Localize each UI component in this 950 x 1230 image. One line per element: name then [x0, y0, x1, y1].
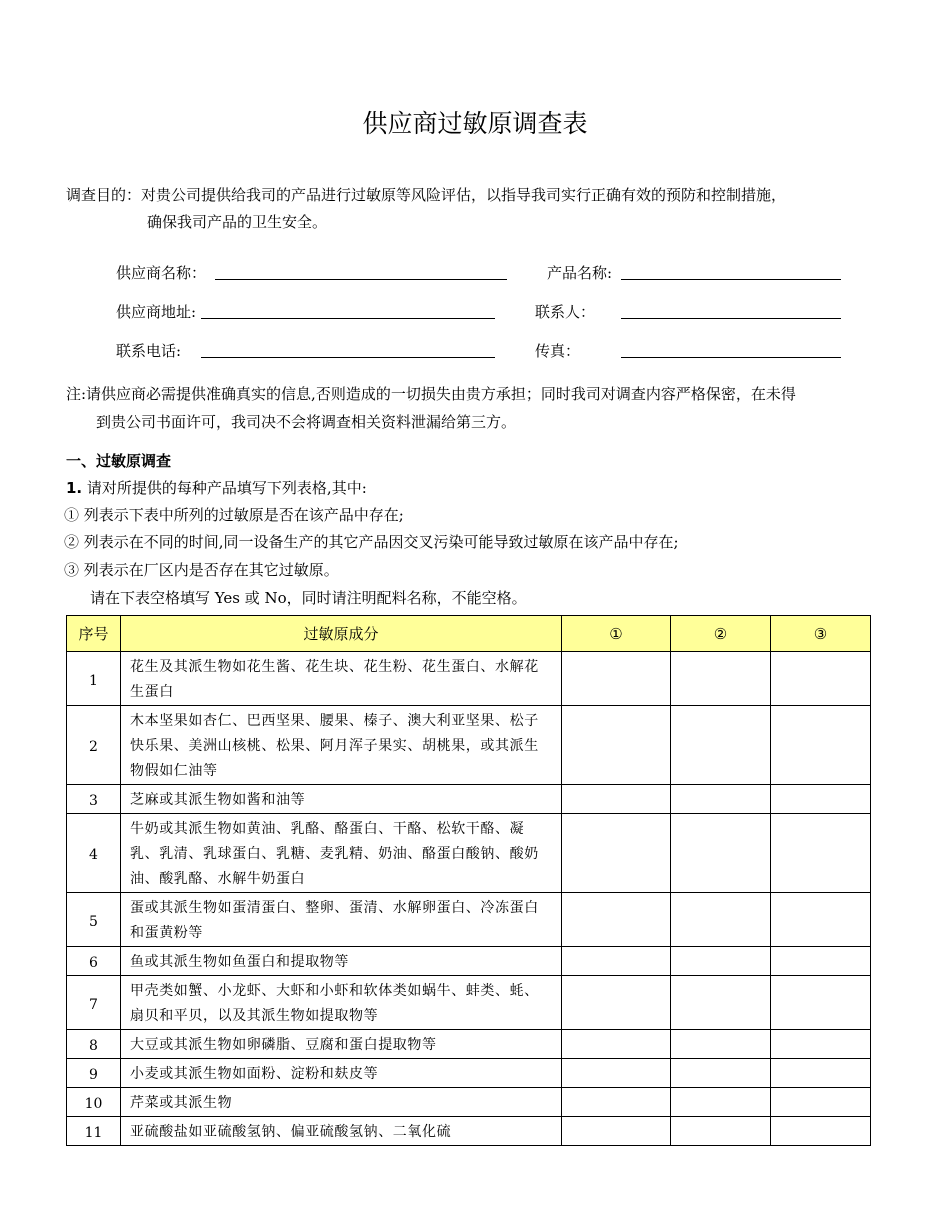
- allergen-description: 花生及其派生物如花生酱、花生块、花生粉、花生蛋白、水解花生蛋白: [121, 652, 562, 706]
- supplier-address-label: 供应商地址:: [116, 303, 197, 321]
- row-number: 9: [67, 1059, 121, 1088]
- phone-field[interactable]: [201, 357, 495, 358]
- table-row: [67, 893, 871, 947]
- note-line-1: 注:请供应商必需提供准确真实的信息,否则造成的一切损失由贵方承担；同时我司对调查内容严格保密，在未得: [66, 385, 796, 403]
- instruction-item-1: [66, 477, 367, 498]
- row-number: 6: [67, 947, 121, 976]
- allergen-description: 大豆或其派生物如卵磷脂、豆腐和蛋白提取物等: [121, 1030, 562, 1059]
- answer-cell-2[interactable]: [671, 1088, 771, 1117]
- answer-cell-3[interactable]: [771, 652, 871, 706]
- supplier-name-field[interactable]: [215, 279, 507, 280]
- bullet-3: ③ 列表示在厂区内是否存在其它过敏原。: [64, 561, 339, 579]
- answer-cell-2[interactable]: [671, 1117, 771, 1146]
- table-row: [67, 1088, 871, 1117]
- contact-person-field[interactable]: [621, 318, 841, 319]
- allergen-description: 小麦或其派生物如面粉、淀粉和麸皮等: [121, 1059, 562, 1088]
- product-name-label: 产品名称:: [547, 264, 613, 282]
- allergen-table: [66, 615, 871, 1146]
- row-number: 1: [67, 652, 121, 706]
- answer-cell-3[interactable]: [771, 947, 871, 976]
- supplier-name-label: 供应商名称：: [116, 264, 207, 282]
- answer-cell-1[interactable]: [562, 785, 671, 814]
- row-number: 11: [67, 1117, 121, 1146]
- answer-cell-2[interactable]: [671, 947, 771, 976]
- answer-cell-3[interactable]: [771, 706, 871, 785]
- allergen-description: 芝麻或其派生物如酱和油等: [121, 785, 562, 814]
- fax-label: 传真：: [535, 342, 581, 360]
- allergen-description: 牛奶或其派生物如黄油、乳酪、酪蛋白、干酪、松软干酪、凝乳、乳清、乳球蛋白、乳糖、麦乳精、奶油、酪蛋白酸钠、酸奶油、酸乳酪、水解牛奶蛋白: [121, 814, 562, 893]
- answer-cell-3[interactable]: [771, 1088, 871, 1117]
- row-number: 3: [67, 785, 121, 814]
- item-number: 1.: [66, 479, 83, 497]
- answer-cell-2[interactable]: [671, 785, 771, 814]
- table-row: [67, 1059, 871, 1088]
- answer-cell-3[interactable]: [771, 976, 871, 1030]
- header-serial: 序号: [67, 616, 121, 652]
- answer-cell-2[interactable]: [671, 1059, 771, 1088]
- answer-cell-2[interactable]: [671, 814, 771, 893]
- allergen-description: 木本坚果如杏仁、巴西坚果、腰果、榛子、澳大利亚坚果、松子快乐果、美洲山核桃、松果、阿月浑子果实、胡桃果，或其派生物假如仁油等: [121, 706, 562, 785]
- table-row: [67, 947, 871, 976]
- contact-person-label: 联系人：: [535, 303, 596, 321]
- answer-cell-1[interactable]: [562, 1117, 671, 1146]
- table-row: [67, 976, 871, 1030]
- answer-cell-3[interactable]: [771, 893, 871, 947]
- answer-cell-3[interactable]: [771, 1059, 871, 1088]
- answer-cell-1[interactable]: [562, 976, 671, 1030]
- table-instruction: 请在下表空格填写 Yes 或 No，同时请注明配料名称，不能空格。: [90, 589, 527, 607]
- answer-cell-3[interactable]: [771, 785, 871, 814]
- table-row: [67, 652, 871, 706]
- row-number: 5: [67, 893, 121, 947]
- header-allergen: 过敏原成分: [121, 616, 562, 652]
- allergen-description: 蛋或其派生物如蛋清蛋白、整卵、蛋清、水解卵蛋白、冷冻蛋白和蛋黄粉等: [121, 893, 562, 947]
- header-col-1: ①: [562, 616, 671, 652]
- purpose-line-2: 确保我司产品的卫生安全。: [147, 213, 328, 231]
- table-row: [67, 814, 871, 893]
- answer-cell-3[interactable]: [771, 1030, 871, 1059]
- answer-cell-1[interactable]: [562, 652, 671, 706]
- answer-cell-2[interactable]: [671, 652, 771, 706]
- table-row: [67, 1030, 871, 1059]
- allergen-description: 鱼或其派生物如鱼蛋白和提取物等: [121, 947, 562, 976]
- answer-cell-2[interactable]: [671, 1030, 771, 1059]
- table-row: [67, 706, 871, 785]
- table-row: [67, 785, 871, 814]
- bullet-2: ② 列表示在不同的时间,同一设备生产的其它产品因交叉污染可能导致过敏原在该产品中存在;: [64, 533, 679, 551]
- header-col-3: ③: [771, 616, 871, 652]
- purpose-line-1: 调查目的：对贵公司提供给我司的产品进行过敏原等风险评估，以指导我司实行正确有效的预防和控制措施，: [66, 186, 787, 204]
- product-name-field[interactable]: [621, 279, 841, 280]
- allergen-description: 芹菜或其派生物: [121, 1088, 562, 1117]
- note-line-2: 到贵公司书面许可，我司决不会将调查相关资料泄漏给第三方。: [96, 413, 517, 431]
- row-number: 8: [67, 1030, 121, 1059]
- fax-field[interactable]: [621, 357, 841, 358]
- answer-cell-2[interactable]: [671, 893, 771, 947]
- answer-cell-3[interactable]: [771, 814, 871, 893]
- answer-cell-2[interactable]: [671, 706, 771, 785]
- answer-cell-1[interactable]: [562, 947, 671, 976]
- row-number: 10: [67, 1088, 121, 1117]
- item-text: 请对所提供的每种产品填写下列表格,其中:: [86, 479, 367, 497]
- answer-cell-1[interactable]: [562, 1088, 671, 1117]
- table-row: [67, 1117, 871, 1146]
- allergen-description: 甲壳类如蟹、小龙虾、大虾和小虾和软体类如蜗牛、蚌类、蚝、扇贝和平贝，以及其派生物如提取物等: [121, 976, 562, 1030]
- phone-label: 联系电话:: [116, 342, 182, 360]
- bullet-1: ① 列表示下表中所列的过敏原是否在该产品中存在;: [64, 506, 404, 524]
- allergen-description: 亚硫酸盐如亚硫酸氢钠、偏亚硫酸氢钠、二氧化硫: [121, 1117, 562, 1146]
- answer-cell-1[interactable]: [562, 814, 671, 893]
- answer-cell-3[interactable]: [771, 1117, 871, 1146]
- table-header-row: [67, 616, 871, 652]
- section-heading: 一、过敏原调查: [66, 452, 172, 470]
- row-number: 4: [67, 814, 121, 893]
- supplier-address-field[interactable]: [201, 318, 495, 319]
- answer-cell-1[interactable]: [562, 1059, 671, 1088]
- row-number: 7: [67, 976, 121, 1030]
- answer-cell-1[interactable]: [562, 893, 671, 947]
- answer-cell-2[interactable]: [671, 976, 771, 1030]
- answer-cell-1[interactable]: [562, 706, 671, 785]
- answer-cell-1[interactable]: [562, 1030, 671, 1059]
- row-number: 2: [67, 706, 121, 785]
- page-title: 供应商过敏原调查表: [362, 109, 588, 138]
- header-col-2: ②: [671, 616, 771, 652]
